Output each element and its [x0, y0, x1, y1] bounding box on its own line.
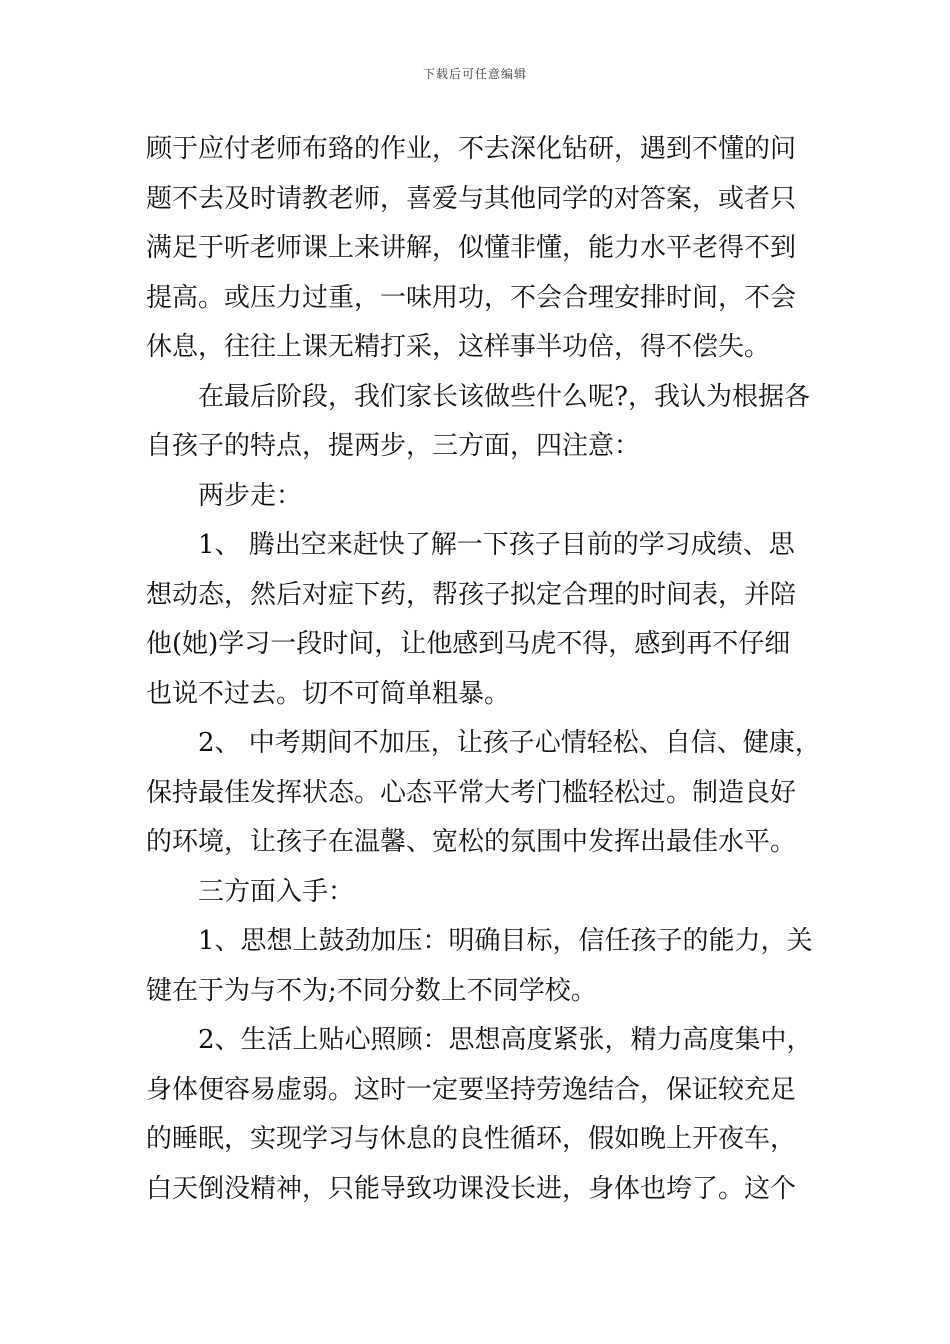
text-line: 在最后阶段，我们家长该做些什么呢?，我认为根据各: [198, 381, 810, 412]
section-heading: 两步走：: [198, 480, 303, 511]
paragraph-4: [146, 521, 826, 719]
text-line: 的睡眠，实现学习与休息的良性循环，假如晚上开夜车，: [146, 1124, 797, 1154]
text-line: 2、生活上贴心照顾：思想高度紧张，精力高度集中，: [198, 1025, 813, 1055]
text-line: 想动态，然后对症下药，帮孩子拟定合理的时间表，并陪: [146, 579, 797, 610]
page-header-note: 下载后可任意编辑: [422, 67, 527, 81]
text-line: 身体便容易虚弱。这时一定要坚持劳逸结合，保证较充足: [146, 1074, 797, 1105]
text-line: 1、思想上鼓劲加压：明确目标，信任孩子的能力，关: [198, 926, 813, 956]
paragraph-1: [146, 125, 826, 373]
section-heading: 三方面入手：: [198, 876, 355, 907]
text-line: 也说不过去。切不可简单粗暴。: [146, 678, 511, 709]
paragraph-5: [146, 719, 826, 868]
paragraph-2: [146, 373, 826, 472]
text-line: 保持最佳发挥状态。心态平常大考门槛轻松过。制造良好: [146, 777, 797, 808]
text-line: 他(她)学习一段时间，让他感到马虎不得，感到再不仔细: [146, 629, 791, 659]
text-line: 的环境，让孩子在温馨、宽松的氛围中发挥出最佳水平。: [146, 827, 797, 857]
text-line: 自孩子的特点，提两步，三方面，四注意：: [146, 431, 641, 461]
text-line: 1、 腾出空来赶快了解一下孩子目前的学习成绩、思: [198, 530, 795, 560]
document-body: [146, 125, 826, 1214]
text-line: 2、 中考期间不加压，让孩子心情轻松、自信、健康，: [198, 728, 821, 758]
text-line: 题不去及时请教老师，喜爱与其他同学的对答案，或者只: [146, 183, 797, 214]
paragraph-8: [146, 1016, 826, 1214]
text-line: 休息，往往上课无精打采，这样事半功倍，得不偿失。: [146, 332, 771, 362]
text-line: 键在于为与不为;不同分数上不同学校。: [146, 975, 597, 1006]
paragraph-7: [146, 917, 826, 1016]
text-line: 提高。或压力过重，一味用功，不会合理安排时间，不会: [146, 282, 797, 313]
text-line: 白天倒没精神，只能导致功课没长进，身体也垮了。这个: [146, 1173, 797, 1204]
paragraph-3: [146, 472, 826, 522]
text-line: 顾于应付老师布臵的作业，不去深化钻研，遇到不懂的问: [146, 134, 797, 164]
text-line: 满足于听老师课上来讲解，似懂非懂，能力水平老得不到: [146, 233, 797, 263]
paragraph-6: [146, 868, 826, 918]
